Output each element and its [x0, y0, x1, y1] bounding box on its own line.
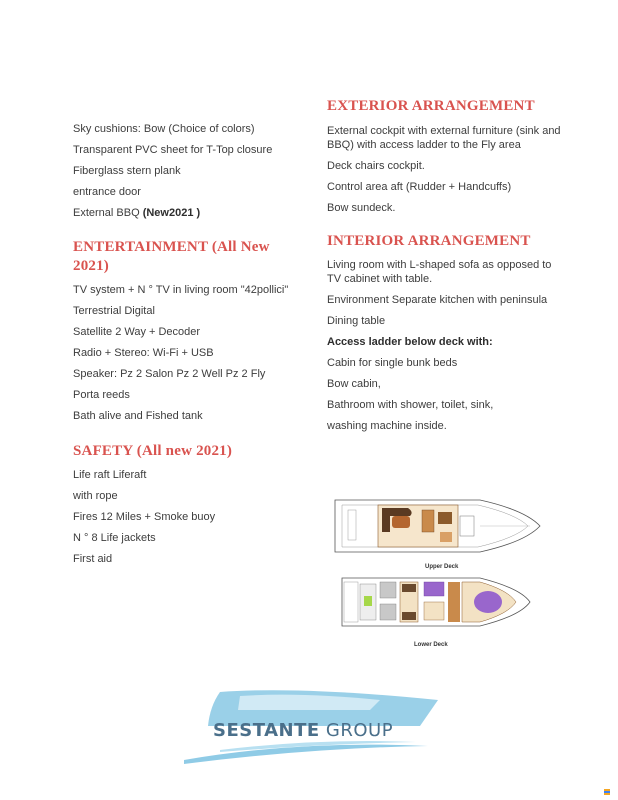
new-2021-badge: (New2021 )	[142, 207, 201, 219]
spec-line: Transparent PVC sheet for T-Top closure	[73, 144, 273, 156]
below-deck-item: washing machine inside.	[327, 420, 447, 432]
interior-item: Living room with L-shaped sofa as opposed to TV cabinet with table.	[327, 259, 552, 285]
safety-item: with rope	[73, 490, 118, 502]
spec-line: entrance door	[73, 186, 141, 198]
safety-item: Fires 12 Miles + Smoke buoy	[73, 511, 216, 523]
interior-heading: INTERIOR ARRANGEMENT	[327, 233, 531, 249]
entertainment-item: Bath alive and Fished tank	[73, 410, 203, 422]
safety-item: N ° 8 Life jackets	[73, 532, 156, 544]
safety-heading: SAFETY (All new 2021)	[73, 443, 233, 459]
entertainment-item: Radio + Stereo: Wi-Fi + USB	[73, 347, 214, 359]
exterior-item: Deck chairs cockpit.	[327, 160, 425, 172]
bbq-text: External BBQ	[73, 207, 143, 219]
below-deck-item: Bathroom with shower, toilet, sink,	[327, 399, 494, 411]
entertainment-item: TV system + N ° TV in living room "42pollici"	[73, 284, 289, 296]
lower-deck-label: Lower Deck	[414, 642, 448, 648]
exterior-heading: EXTERIOR ARRANGEMENT	[327, 98, 535, 114]
deck-plans-image	[330, 492, 546, 652]
interior-item: Dining table	[327, 315, 386, 327]
entertainment-item: Porta reeds	[73, 389, 130, 401]
spec-line-bbq	[73, 206, 308, 220]
left-column	[73, 122, 308, 573]
spec-line: Fiberglass stern plank	[73, 165, 181, 177]
safety-item: First aid	[73, 553, 113, 565]
spec-line: Sky cushions: Bow (Choice of colors)	[73, 123, 255, 135]
lower-deck-plan	[342, 578, 530, 626]
interior-item: Environment Separate kitchen with peninsula	[327, 294, 548, 306]
exterior-item: External cockpit with external furniture (sink and BBQ) with access ladder to the Fly area	[327, 125, 561, 151]
right-column	[327, 97, 567, 440]
access-ladder-label: Access ladder below deck with:	[327, 336, 493, 348]
logo-wordmark: SESTANTE GROUP	[213, 720, 394, 741]
exterior-item: Bow sundeck.	[327, 202, 396, 214]
corner-logo-icon	[604, 789, 610, 795]
upper-deck-label: Upper Deck	[425, 564, 459, 570]
entertainment-item: Speaker: Pz 2 Salon Pz 2 Well Pz 2 Fly	[73, 368, 266, 380]
entertainment-item: Terrestrial Digital	[73, 305, 155, 317]
below-deck-item: Cabin for single bunk beds	[327, 357, 458, 369]
safety-item: Life raft Liferaft	[73, 469, 147, 481]
entertainment-item: Satellite 2 Way + Decoder	[73, 326, 201, 338]
exterior-item: Control area aft (Rudder + Handcuffs)	[327, 181, 512, 193]
entertainment-heading: ENTERTAINMENT (All New 2021)	[73, 239, 270, 274]
upper-deck-plan	[335, 500, 540, 552]
below-deck-item: Bow cabin,	[327, 378, 381, 390]
